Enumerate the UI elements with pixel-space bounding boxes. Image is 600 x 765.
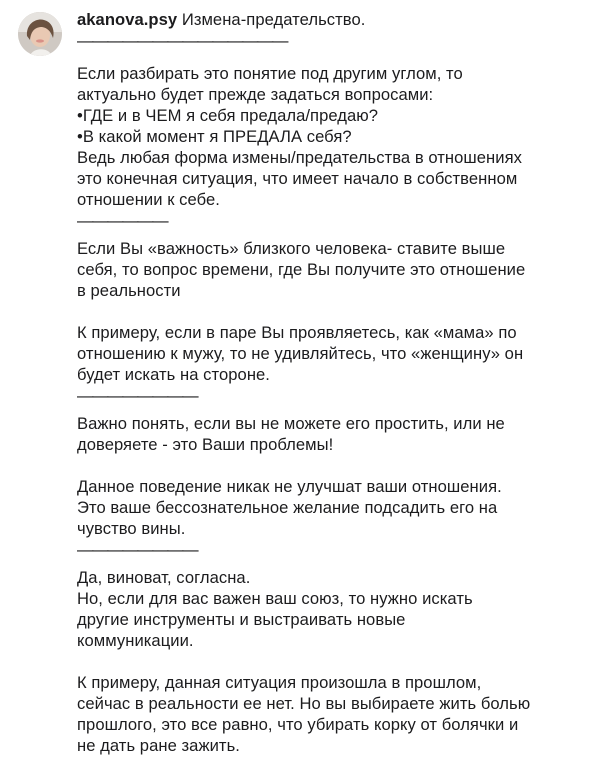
- separator-line: ————————: [77, 540, 197, 559]
- paragraph-line: Если разбирать это понятие под другим углом, то: [77, 64, 463, 83]
- paragraph-line: Данное поведение никак не улучшат ваши отношения.: [77, 477, 502, 496]
- avatar-photo: [18, 12, 62, 56]
- paragraph-line: Но, если для вас важен ваш союз, то нужно искать: [77, 589, 473, 608]
- separator-line: ————————: [77, 386, 197, 405]
- paragraph-line: это конечная ситуация, что имеет начало в собственном: [77, 169, 518, 188]
- caption-text: [77, 9, 597, 756]
- paragraph-line: Это ваше бессознательное желание подсадить его на: [77, 498, 498, 517]
- paragraph-line: другие инструменты и выстраивать новые: [77, 610, 406, 629]
- paragraph-line: чувство вины.: [77, 519, 186, 538]
- paragraph-line: отношению к мужу, то не удивляйтесь, что «женщину» он: [77, 344, 524, 363]
- paragraph-line: сейчас в реальности ее нет. Но вы выбираете жить болью: [77, 694, 531, 713]
- paragraph-line: в реальности: [77, 281, 181, 300]
- username-link[interactable]: akanova.psy: [77, 10, 178, 29]
- question-line: •В какой момент я ПРЕДАЛА себя?: [77, 127, 352, 146]
- separator-line: ——————————————: [77, 31, 287, 50]
- post-title: Измена-предательство.: [181, 10, 366, 29]
- paragraph-line: К примеру, если в паре Вы проявляетесь, как «мама» по: [77, 323, 517, 342]
- paragraph-line: отношении к себе.: [77, 190, 220, 209]
- paragraph-line: актуально будет прежде задаться вопросами:: [77, 85, 434, 104]
- paragraph-line: коммуникации.: [77, 631, 194, 650]
- paragraph-line: прошлого, это все равно, что убирать корку от болячки и: [77, 715, 519, 734]
- paragraph-line: К примеру, данная ситуация произошла в прошлом,: [77, 673, 482, 692]
- paragraph-line: будет искать на стороне.: [77, 365, 270, 384]
- paragraph-line: Если Вы «важность» близкого человека- ставите выше: [77, 239, 506, 258]
- paragraph-line: себя, то вопрос времени, где Вы получите это отношение: [77, 260, 526, 279]
- paragraph-line: не дать ране зажить.: [77, 736, 240, 755]
- caption-header: [77, 9, 597, 30]
- separator-line: ——————: [77, 211, 167, 230]
- paragraph-line: Ведь любая форма измены/предательства в отношениях: [77, 148, 522, 167]
- question-line: •ГДЕ и в ЧЕМ я себя предала/предаю?: [77, 106, 379, 125]
- avatar[interactable]: [18, 12, 62, 56]
- paragraph-line: Да, виноват, согласна.: [77, 568, 251, 587]
- paragraph-line: Важно понять, если вы не можете его простить, или не: [77, 414, 505, 433]
- paragraph-line: доверяете - это Ваши проблемы!: [77, 435, 334, 454]
